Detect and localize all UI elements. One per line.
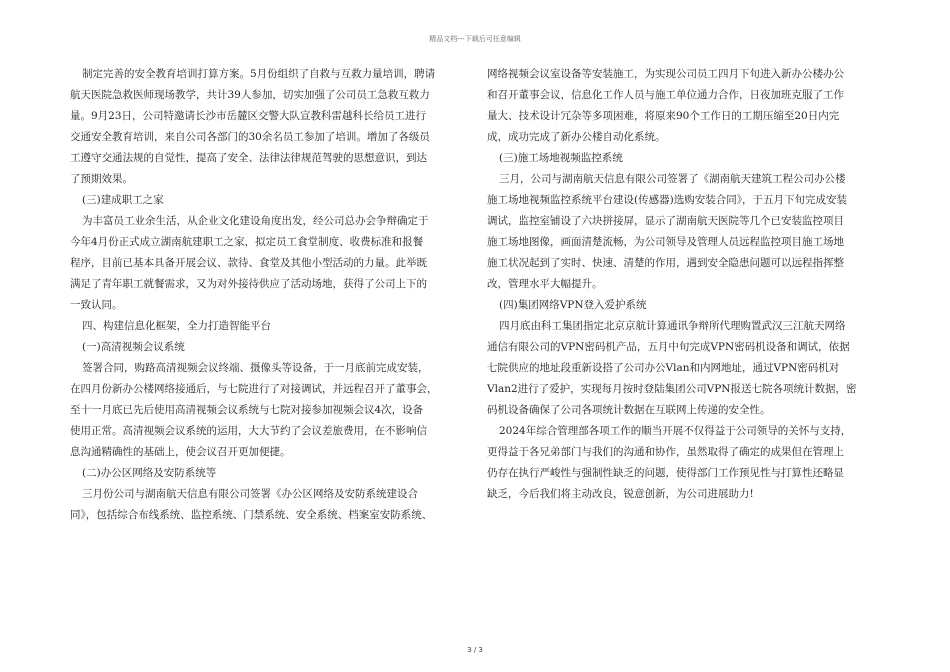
text-line: 了预期效果。 [70, 173, 133, 185]
page-header: 精品文档---下载后可任意编辑 [429, 35, 521, 43]
text-line: 一致认同。 [70, 299, 123, 311]
text-line: 调试，监控室铺设了六块拼接屏，显示了湖南航天医院等几个已安装监控项目 [487, 215, 844, 227]
text-line: 息沟通精确性的基础上，使会议召开更加便捷。 [70, 446, 291, 458]
text-line: 施工状况起到了实时、快速、清楚的作用，遇到安全隐患问题可以远程指挥整 [487, 257, 844, 269]
text-line: 施工场地图像，画面清楚流畅，为公司领导及管理人员远程监控项目施工场地 [487, 236, 844, 248]
text-line: (一)高清视频会议系统 [82, 341, 185, 353]
text-line: 交通安全教育培训，来自公司各部门的30余名员工参加了培训。增加了各级员 [70, 131, 430, 143]
text-line: 量大、技术设计冗杂等多项困难，将原来90个工作日的工期压缩至20日内完 [487, 110, 840, 122]
text-line: (三)建成职工之家 [82, 194, 164, 206]
left-column [70, 64, 460, 526]
text-line: 施工场地视频监控系统平台建设(传感器)选购安装合同》，于五月下旬完成安装 [487, 194, 847, 206]
text-line: 更得益于各兄弟部门与我们的沟通和协作，虽然取得了确定的成果但在管理上 [487, 446, 844, 458]
text-line: (三)施工场地视频监控系统 [499, 152, 623, 164]
page-number: 3 / 3 [467, 646, 483, 654]
text-line: Vlan2进行了爱护，实现每月按时登陆集团公司VPN报送七院各项统计数据，密 [487, 383, 857, 395]
text-line: 至十一月底已先后使用高清视频会议系统与七院对接参加视频会议4次，设备 [70, 404, 424, 416]
text-line: 工遵守交通法规的自觉性，提高了安全、法律法律规范驾驶的思想意识，到达 [70, 152, 427, 164]
text-line: 量。9月23日，公司特邀请长沙市岳麓区交警大队宣教科雷越科长给员工进行 [70, 110, 427, 122]
text-line: 今年4月份正式成立湖南航建职工之家，拟定员工食堂制度、收费标准和报餐 [70, 236, 424, 248]
text-line: 成，成功完成了新办公楼自动化系统。 [487, 131, 666, 143]
text-line: 程序，目前已基本具备开展会议、款待、食堂及其他小型活动的力量。此举既 [70, 257, 427, 269]
text-line: 四月底由科工集团指定北京京航计算通讯争辩所代理购置武汉三江航天网络 [499, 320, 846, 332]
text-line: 四、构建信息化框架，全力打造智能平台 [82, 320, 271, 332]
text-line: 缺乏，今后我们将主动改良，锐意创新，为公司进展助力! [487, 488, 754, 500]
text-line: 满足了青年职工就餐需求，又为对外接待供应了活动场地，获得了公司上下的 [70, 278, 427, 290]
text-line: 和召开董事会议，信息化工作人员与施工单位通力合作，日夜加班克服了工作 [487, 89, 844, 101]
text-line: 三月份公司与湖南航天信息有限公司签署《办公区网络及安防系统建设合 [82, 488, 418, 500]
text-line: 码机设备确保了公司各项统计数据在互联网上传递的安全性。 [487, 404, 771, 416]
text-line: 三月，公司与湖南航天信息有限公司签署了《湖南航天建筑工程公司办公楼 [499, 173, 846, 185]
text-line: (二)办公区网络及安防系统等 [82, 467, 217, 479]
text-line: 为丰富员工业余生活，从企业文化建设角度出发，经公司总办会争辩确定于 [82, 215, 429, 227]
text-line: 使用正常。高清视频会议系统的运用，大大节约了会议差旅费用，在不影响信 [70, 425, 427, 437]
text-line: 同》，包括综合布线系统、监控系统、门禁系统、安全系统、档案室安防系统、 [70, 509, 433, 521]
text-line: 改，管理水平大幅提升。 [487, 278, 603, 290]
text-line: 航天医院急救医师现场教学，共计39人参加，切实加强了公司员工急救互救力 [70, 89, 430, 101]
text-line: 七院供应的地址段重新设搭了公司办公Vlan和内网地址，通过VPN密码机对 [487, 362, 840, 374]
text-line: 在四月份新办公楼网络接通后，与七院进行了对接调试，并远程召开了董事会， [70, 383, 438, 395]
text-line: 制定完善的安全教育培训打算方案。5月份组织了自救与互救力量培训，聘请 [82, 68, 436, 80]
text-line: 2024年综合管理部各项工作的顺当开展不仅得益于公司领导的关怀与支持， [499, 425, 852, 437]
text-line: 通信有限公司的VPN密码机产品，五月中旬完成VPN密码机设备和调试，依据 [487, 341, 850, 353]
text-line: 网络视频会议室设备等安装施工，为实现公司员工四月下旬进入新办公楼办公 [487, 68, 844, 80]
text-line: 签署合同，购路高清视频会议终端、摄像头等设备，于一月底前完成安装， [82, 362, 429, 374]
right-column [487, 64, 880, 505]
text-line: 仍存在执行严峻性与强制性缺乏的问题，使得部门工作预见性与打算性还略显 [487, 467, 844, 479]
text-line: (四)集团网络VPN登入爱护系统 [499, 299, 647, 311]
